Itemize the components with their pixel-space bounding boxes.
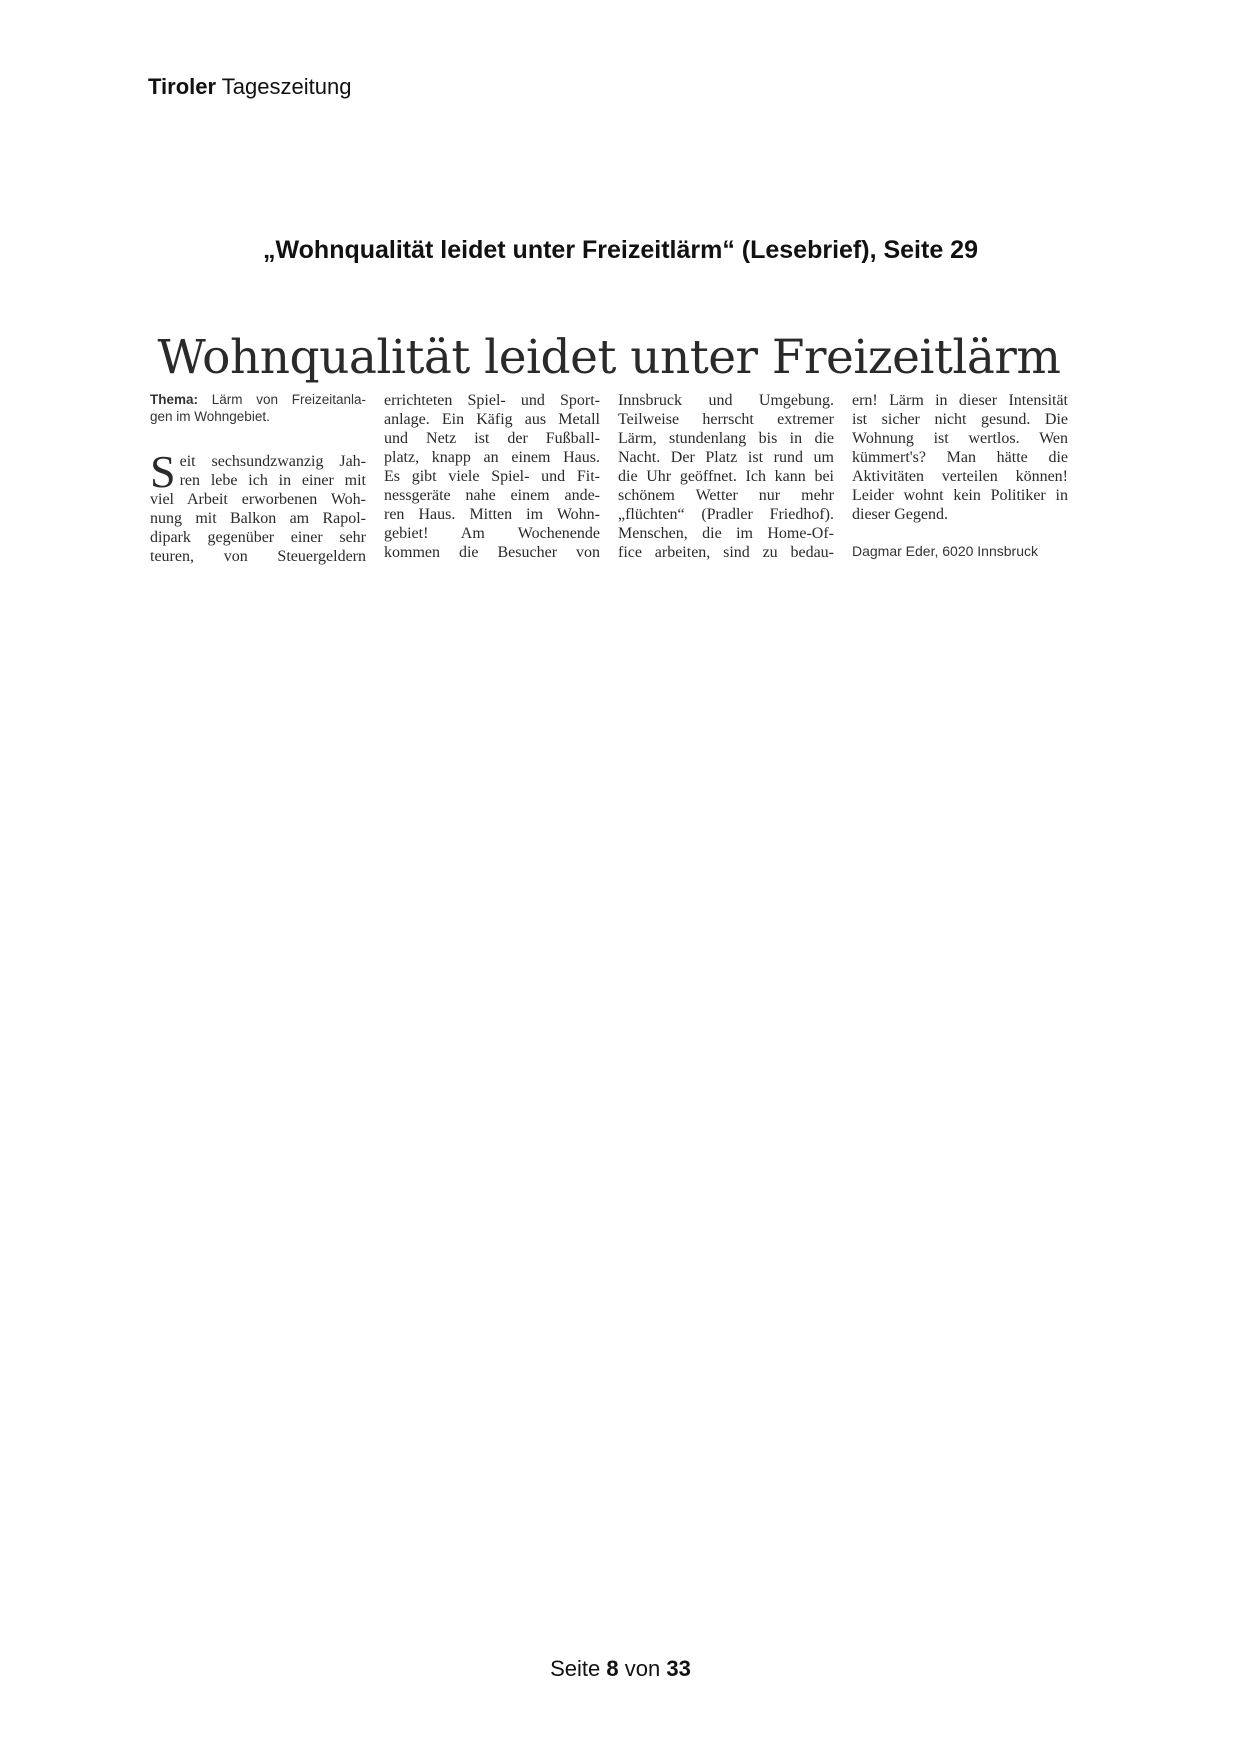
text-line: Leider wohnt kein Politiker in [852, 487, 1068, 504]
text-line: kommen die Besucher von [384, 544, 600, 561]
topic-text-1: Lärm von Freizeitanla- [211, 392, 366, 407]
text-line: schönem Wetter nur mehr [618, 487, 834, 504]
text-line: dipark gegenüber einer sehr [150, 529, 366, 546]
text-line: errichteten Spiel- und Sport- [384, 392, 600, 409]
page-number [0, 1656, 1241, 1682]
column-1 [150, 391, 366, 566]
article-clipping [150, 330, 1068, 566]
text-line: anlage. Ein Käfig aus Metall [384, 411, 600, 428]
text-line: dieser Gegend. [852, 506, 948, 523]
text-line: ren Haus. Mitten im Wohn- [384, 506, 600, 523]
column-2 [384, 391, 600, 566]
text-line: Nacht. Der Platz ist rund um [618, 449, 834, 466]
text-line: Wohnung ist wertlos. Wen [852, 430, 1068, 447]
text-line: teuren, von Steuergeldern [150, 548, 366, 565]
brand-regular: Tageszeitung [221, 74, 352, 99]
text-line: viel Arbeit erworbenen Woh- [150, 491, 366, 508]
article-caption: „Wohnqualität leidet unter Freizeitlärm“ (Lesebrief), Seite 29 [263, 236, 978, 264]
text-line: Aktivitäten verteilen können! [852, 468, 1068, 485]
article-columns [150, 391, 1068, 566]
newspaper-brand [148, 74, 351, 100]
text-line: kümmert's? Man hätte die [852, 449, 1068, 466]
text-line: „flüchten“ (Pradler Friedhof). [618, 506, 834, 523]
text-line: ist sicher nicht gesund. Die [852, 411, 1068, 428]
author-signature: Dagmar Eder, 6020 Innsbruck [852, 543, 1038, 559]
text-line: eit sechsundzwanzig Jah- [179, 453, 366, 470]
topic-box [150, 391, 366, 425]
text-line: platz, knapp an einem Haus. [384, 449, 600, 466]
drop-cap: S [150, 446, 176, 497]
topic-label: Thema: [150, 392, 199, 407]
text-line: die Uhr geöffnet. Ich kann bei [618, 468, 834, 485]
text-line: ern! Lärm in dieser Intensität [852, 392, 1068, 409]
text-line: Innsbruck und Umgebung. [618, 392, 834, 409]
page-current: 8 [606, 1656, 619, 1681]
brand-bold: Tiroler [148, 74, 217, 99]
text-line: Teilweise herrscht extremer [618, 411, 834, 428]
text-line: gebiet! Am Wochenende [384, 525, 600, 542]
text-line: Menschen, die im Home-Of- [618, 525, 834, 542]
text-line: fice arbeiten, sind zu bedau- [618, 544, 834, 561]
page-middle: von [624, 1656, 661, 1681]
page-prefix: Seite [550, 1656, 601, 1681]
column-4 [852, 391, 1068, 566]
text-line: ren lebe ich in einer mit [179, 472, 366, 489]
topic-text-2: gen im Wohngebiet. [150, 409, 270, 424]
text-line: Lärm, stundenlang bis in die [618, 430, 834, 447]
page-total: 33 [666, 1656, 691, 1681]
text-line: Es gibt viele Spiel- und Fit- [384, 468, 600, 485]
text-line: nung mit Balkon am Rapol- [150, 510, 366, 527]
text-line: nessgeräte nahe einem ande- [384, 487, 600, 504]
text-line: und Netz ist der Fußball- [384, 430, 600, 447]
article-headline: Wohnqualität leidet unter Freizeitlärm [157, 330, 1061, 385]
column-3 [618, 391, 834, 566]
